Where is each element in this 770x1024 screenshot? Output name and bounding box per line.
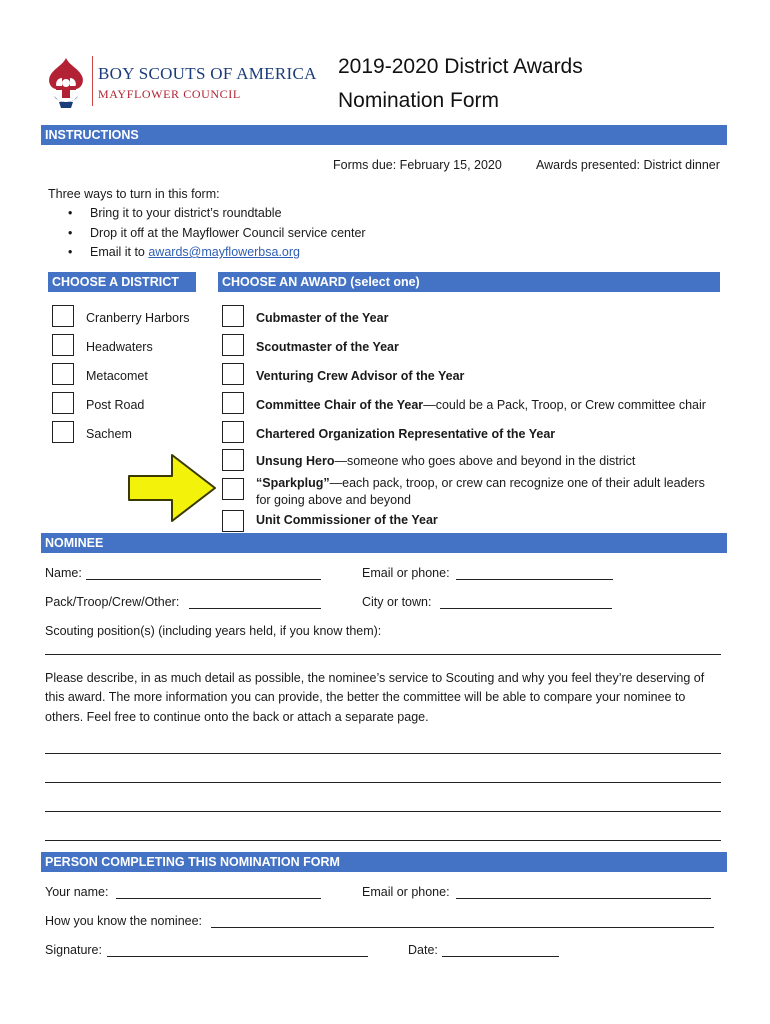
bullet-icon: • xyxy=(68,245,73,259)
award-name: Committee Chair of the Year xyxy=(256,398,424,412)
award-checkbox-chartered-org-rep[interactable] xyxy=(222,421,244,443)
district-checkbox-headwaters[interactable] xyxy=(52,334,74,356)
award-desc: —could be a Pack, Troop, or Crew committee chair xyxy=(423,398,706,412)
positions-field[interactable] xyxy=(45,654,721,655)
your-name-label: Your name: xyxy=(45,885,109,899)
email-link[interactable]: awards@mayflowerbsa.org xyxy=(148,245,300,259)
completer-heading: PERSON COMPLETING THIS NOMINATION FORM xyxy=(41,852,727,872)
district-label: Sachem xyxy=(86,427,132,441)
description-line-1[interactable] xyxy=(45,753,721,754)
district-checkbox-metacomet[interactable] xyxy=(52,363,74,385)
district-checkbox-post-road[interactable] xyxy=(52,392,74,414)
award-desc-continued: for going above and beyond xyxy=(256,493,411,507)
way-item: Bring it to your district’s roundtable xyxy=(90,206,282,220)
way-item-email xyxy=(90,245,300,259)
award-name: “Sparkplug” xyxy=(256,476,330,490)
nominee-name-label: Name: xyxy=(45,566,82,580)
award-checkbox-cubmaster[interactable] xyxy=(222,305,244,327)
yellow-arrow-icon xyxy=(126,452,218,524)
award-desc: —each pack, troop, or crew can recognize one of their adult leaders xyxy=(329,476,705,490)
award-label: Chartered Organization Representative of the Year xyxy=(256,427,556,441)
describe-text-line2: this award. The more information you can provide, the better the committee will be able to compare your nominee to xyxy=(45,690,686,704)
district-label: Headwaters xyxy=(86,340,153,354)
award-checkbox-unit-commissioner[interactable] xyxy=(222,510,244,532)
nominee-email-field[interactable] xyxy=(456,579,613,580)
description-line-3[interactable] xyxy=(45,811,721,812)
title-line-2: Nomination Form xyxy=(338,89,500,112)
date-label: Date: xyxy=(408,943,438,957)
your-email-field[interactable] xyxy=(456,898,711,899)
describe-text-line1: Please describe, in as much detail as possible, the nominee’s service to Scouting and why you feel they’re deserving of xyxy=(45,671,705,685)
award-heading: CHOOSE AN AWARD (select one) xyxy=(218,272,720,292)
date-field[interactable] xyxy=(442,956,559,957)
nominee-city-field[interactable] xyxy=(440,608,612,609)
your-name-field[interactable] xyxy=(116,898,321,899)
award-label: Scoutmaster of the Year xyxy=(256,340,399,354)
email-prefix: Email it to xyxy=(90,245,149,259)
nominee-unit-field[interactable] xyxy=(189,608,321,609)
nominee-city-label: City or town: xyxy=(362,595,432,609)
award-label: Cubmaster of the Year xyxy=(256,311,389,325)
award-checkbox-sparkplug[interactable] xyxy=(222,478,244,500)
way-item: Drop it off at the Mayflower Council service center xyxy=(90,226,366,240)
title-line-1: 2019-2020 District Awards xyxy=(338,55,583,78)
award-label-committee-chair xyxy=(256,398,706,412)
instructions-heading: INSTRUCTIONS xyxy=(41,125,727,145)
describe-text-line3: others. Feel free to continue onto the back or attach a separate page. xyxy=(45,710,429,724)
award-name: Unsung Hero xyxy=(256,454,335,468)
council-name: MAYFLOWER COUNCIL xyxy=(98,87,241,101)
nominee-heading: NOMINEE xyxy=(41,533,727,553)
positions-label: Scouting position(s) (including years held, if you know them): xyxy=(45,624,382,638)
your-email-label: Email or phone: xyxy=(362,885,450,899)
award-checkbox-venturing-advisor[interactable] xyxy=(222,363,244,385)
bullet-icon: • xyxy=(68,226,73,240)
description-line-4[interactable] xyxy=(45,840,721,841)
award-checkbox-committee-chair[interactable] xyxy=(222,392,244,414)
award-desc: —someone who goes above and beyond in the district xyxy=(334,454,636,468)
district-checkbox-cranberry-harbors[interactable] xyxy=(52,305,74,327)
district-heading: CHOOSE A DISTRICT xyxy=(48,272,196,292)
awards-presented: Awards presented: District dinner xyxy=(536,158,720,172)
nominee-email-label: Email or phone: xyxy=(362,566,450,580)
signature-field[interactable] xyxy=(107,956,368,957)
district-label: Metacomet xyxy=(86,369,148,383)
award-checkbox-scoutmaster[interactable] xyxy=(222,334,244,356)
how-know-field[interactable] xyxy=(211,927,714,928)
how-know-label: How you know the nominee: xyxy=(45,914,203,928)
district-checkbox-sachem[interactable] xyxy=(52,421,74,443)
nominee-unit-label: Pack/Troop/Crew/Other: xyxy=(45,595,180,609)
description-line-2[interactable] xyxy=(45,782,721,783)
nominee-name-field[interactable] xyxy=(86,579,321,580)
bullet-icon: • xyxy=(68,206,73,220)
logo-divider xyxy=(92,56,93,106)
bsa-emblem-logo xyxy=(44,56,88,110)
page-title xyxy=(338,50,583,118)
signature-label: Signature: xyxy=(45,943,102,957)
ways-intro: Three ways to turn in this form: xyxy=(48,187,220,201)
award-label: Venturing Crew Advisor of the Year xyxy=(256,369,465,383)
award-label-unsung-hero xyxy=(256,454,635,468)
award-label-sparkplug xyxy=(256,476,705,490)
district-label: Cranberry Harbors xyxy=(86,311,190,325)
district-label: Post Road xyxy=(86,398,145,412)
award-checkbox-unsung-hero[interactable] xyxy=(222,449,244,471)
award-label: Unit Commissioner of the Year xyxy=(256,513,438,527)
forms-due: Forms due: February 15, 2020 xyxy=(333,158,502,172)
org-name: BOY SCOUTS OF AMERICA xyxy=(98,64,317,83)
